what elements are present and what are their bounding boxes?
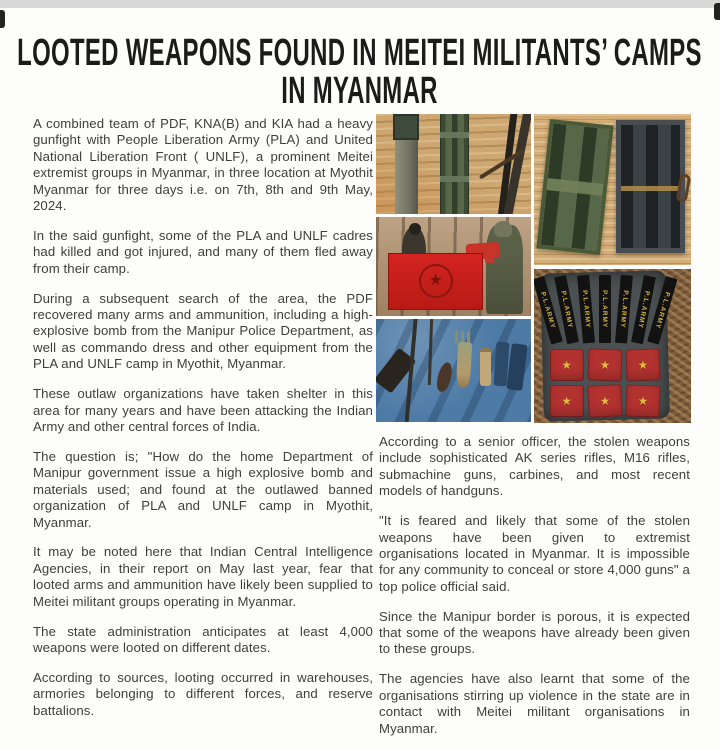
red-star-badge bbox=[550, 385, 584, 417]
star-icon: ★ bbox=[637, 393, 649, 409]
article-body bbox=[0, 110, 720, 749]
militant-head bbox=[409, 223, 421, 235]
collage-left-stack bbox=[376, 114, 531, 423]
star-icon: ★ bbox=[561, 357, 573, 372]
photo-collage bbox=[376, 114, 691, 423]
paragraph: During a subsequent search of the area, the PDF recovered many arms and ammunition, including a high-explosive bomb from the Manipur Police Department, as well as commando dress and other equipment from the PLA and UNLF camp in Myothit, Myanmar. bbox=[33, 290, 373, 372]
armband-label: P.L.ARMY bbox=[601, 289, 609, 329]
corner-artifact-left bbox=[0, 10, 5, 28]
paragraph: According to sources, looting occurred in warehouses, armories belonging to different forces, and reserve battalions. bbox=[33, 669, 373, 718]
metal-rod bbox=[428, 319, 433, 385]
crate-crossbar bbox=[440, 176, 469, 182]
ammo-pouch bbox=[506, 343, 527, 391]
red-star-badge bbox=[550, 349, 584, 381]
armband-label: P.L.ARMY bbox=[636, 290, 651, 330]
paragraph: In the said gunfight, some of the PLA and UNLF cadres had killed and got injured, and many of them fled away from their camp. bbox=[33, 227, 373, 276]
star-icon: ★ bbox=[561, 393, 573, 408]
photo-soldiers-red-flag bbox=[376, 217, 531, 316]
green-weapon-crate bbox=[440, 114, 469, 214]
armband-fan bbox=[538, 275, 671, 343]
photo-crates-against-wall bbox=[376, 114, 531, 214]
paragraph: "It is feared and likely that some of the stolen weapons have been given to extremist organisations located in Myanmar. It is impossible for any community to conceal or store 4,000 guns" a top police official said. bbox=[379, 513, 690, 594]
left-column bbox=[33, 116, 373, 749]
red-flag bbox=[388, 253, 483, 310]
red-star-badge bbox=[625, 384, 660, 417]
dark-opened-crate bbox=[616, 120, 685, 253]
star-badge-grid bbox=[548, 349, 661, 417]
mortar-bomb bbox=[455, 341, 471, 388]
paragraph: The agencies have also learnt that some of the organisations stirring up violence in the state are in contact with Meitei militant organisations in Myanmar. bbox=[379, 671, 690, 736]
headline bbox=[13, 34, 706, 110]
paragraph: The state administration anticipates at least 4,000 weapons were looted on different dates. bbox=[33, 623, 373, 655]
grenade bbox=[435, 361, 455, 393]
green-ammo-box-top bbox=[393, 114, 419, 140]
red-star-badge bbox=[587, 384, 623, 418]
green-opened-crate bbox=[537, 119, 615, 255]
star-icon: ★ bbox=[637, 357, 649, 373]
soldier-figure bbox=[486, 225, 523, 314]
photo-plarmy-armbands-badges bbox=[534, 269, 691, 423]
star-icon: ★ bbox=[599, 357, 611, 373]
plarmy-armband bbox=[599, 275, 611, 343]
armband-label: P.L.ARMY bbox=[653, 291, 671, 330]
paragraph: These outlaw organizations have taken shelter in this area for many years and have been attacking the Indian Army and other central forces of India. bbox=[33, 386, 373, 434]
flag-emblem-ring bbox=[419, 264, 453, 298]
armband-label: P.L.ARMY bbox=[559, 290, 574, 330]
collage-right-stack bbox=[534, 114, 691, 423]
armband-label: P.L.ARMY bbox=[580, 289, 591, 329]
paragraph: According to a senior officer, the stolen weapons include sophisticated AK series rifles, M16 rifles, submachine guns, carbines, and most recent models of handguns. bbox=[379, 434, 690, 499]
plarmy-armband bbox=[577, 275, 595, 344]
armband-label: P.L.ARMY bbox=[618, 289, 629, 329]
crate-crossbar bbox=[440, 132, 469, 138]
corner-artifact-right bbox=[714, 3, 720, 20]
star-icon: ★ bbox=[598, 393, 611, 409]
photo-weapons-on-tarp bbox=[376, 319, 531, 422]
photo-opened-crates bbox=[534, 114, 691, 265]
flag-star-icon: ★ bbox=[428, 272, 443, 290]
right-column bbox=[379, 116, 690, 749]
paragraph: The question is; "How do the home Department of Manipur government issue a high explosive bomb and materials used; and found at the outlawed banned organization of PLA and UNLF camp in Myothit, Myanmar. bbox=[33, 448, 373, 530]
explosive-canister bbox=[480, 348, 491, 386]
paragraph: Since the Manipur border is porous, it is expected that some of the weapons have already been given to these groups. bbox=[379, 608, 690, 657]
red-star-badge bbox=[587, 348, 622, 381]
red-star-badge bbox=[625, 348, 660, 381]
top-edge-strip bbox=[0, 0, 720, 8]
paragraph: It may be noted here that Indian Central Intelligence Agencies, in their report on May last year, fear that looted arms and ammunition have likely been supplied to Meitei militant groups operating in Myanmar. bbox=[33, 544, 373, 609]
headline-line2: IN MYANMAR bbox=[281, 70, 438, 112]
headline-line1: LOOTED WEAPONS FOUND IN MEITEI MILITANTS’ CAMPS bbox=[17, 32, 702, 74]
paragraph: A combined team of PDF, KNA(B) and KIA had a heavy gunfight with People Liberation Army (PLA) and United National Liberation Front ( UNLF), a prominent Meitei extremist groups in Myanmar, in three location at Myothit Myanmar for three days i.e. on 7th, 8th and 9th May, 2024. bbox=[33, 116, 373, 214]
armband-label: P.L.ARMY bbox=[538, 291, 556, 330]
plarmy-armband bbox=[615, 275, 633, 344]
soldier-helmet bbox=[494, 221, 513, 237]
